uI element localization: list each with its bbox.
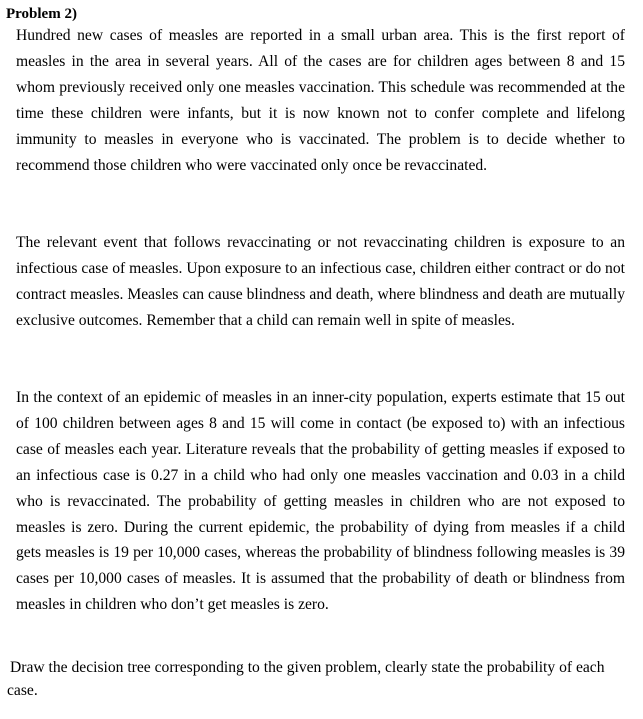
- paragraph-probabilities: In the context of an epidemic of measles in an inner-city population, experts estimate that 15 out of 100 children between ages 8 and 15 will come in contact (be exposed to) with an infectious case of measles each year. Literature reveals that the probability of getting measles if exposed to an infectious case is 0.27 in a child who had only one measles vaccination and 0.03 in a child who is revaccinated. The probability of getting measles in children who are not exposed to measles is zero. During the current epidemic, the probability of dying from measles if a child gets measles is 19 per 10,000 cases, whereas the probability of blindness following measles is 39 cases per 10,000 cases of measles. It is assumed that the probability of death or blindness from measles in children who don’t get measles is zero.: [16, 389, 625, 614]
- task-instruction: Draw the decision tree corresponding to the given problem, clearly state the probability of each case.: [7, 659, 605, 699]
- paragraph-events: The relevant event that follows revaccinating or not revaccinating children is exposure to an infectious case of measles. Upon exposure to an infectious case, children either contract or do not contract measles. Measles can cause blindness and death, where blindness and death are mutually exclusive outcomes. Remember that a child can remain well in spite of measles.: [16, 234, 625, 329]
- problem-title: Problem 2): [6, 6, 77, 22]
- paragraph-background: Hundred new cases of measles are reported in a small urban area. This is the first report of measles in the area in several years. All of the cases are for children ages between 8 and 15 whom previously received only one measles vaccination. This schedule was recommended at the time these children were infants, but it is now known not to confer complete and lifelong immunity to measles in everyone who is vaccinated. The problem is to decide whether to recommend those children who were vaccinated only once be revaccinated.: [16, 27, 625, 174]
